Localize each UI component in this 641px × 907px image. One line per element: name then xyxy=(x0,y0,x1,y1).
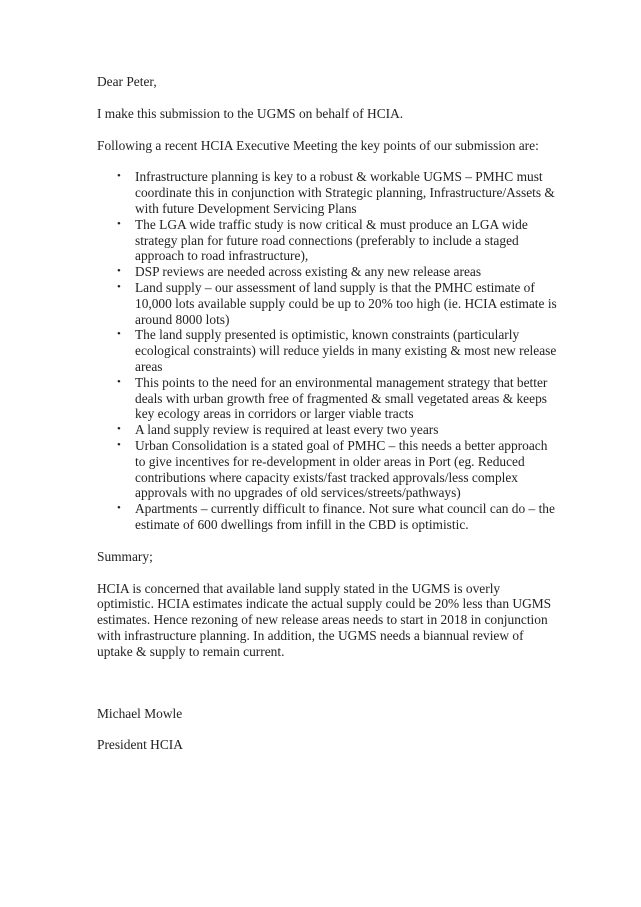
key-point-item xyxy=(97,422,567,438)
key-point-line: approach to road infrastructure), xyxy=(135,248,309,264)
key-point-line: ecological constraints) will reduce yields in many existing & most new release xyxy=(135,343,557,359)
key-point-item xyxy=(97,217,567,264)
key-point-item xyxy=(97,375,567,422)
key-point-line: coordinate this in conjunction with Strategic planning, Infrastructure/Assets & xyxy=(135,185,555,201)
key-point-line: Infrastructure planning is key to a robust & workable UGMS – PMHC must xyxy=(135,169,543,185)
key-point-item xyxy=(97,280,567,327)
key-point-line: deals with urban growth free of fragmented & small vegetated areas & keeps xyxy=(135,390,547,406)
key-point-line: Apartments – currently difficult to finance. Not sure what council can do – the xyxy=(135,501,555,517)
key-point-line: key ecology areas in corridors or larger viable tracts xyxy=(135,406,414,422)
key-points-list xyxy=(97,169,567,532)
lead-paragraph: Following a recent HCIA Executive Meeting the key points of our submission are: xyxy=(97,137,539,153)
key-point-item xyxy=(97,264,567,280)
key-point-line: estimate of 600 dwellings from infill in the CBD is optimistic. xyxy=(135,516,469,532)
bullet-icon: • xyxy=(117,502,121,515)
letter xyxy=(97,74,567,753)
bullet-icon: • xyxy=(117,217,121,230)
key-point-item xyxy=(97,169,567,216)
signature-title: President HCIA xyxy=(97,737,183,753)
key-point-item xyxy=(97,501,567,533)
key-point-item xyxy=(97,438,567,501)
bullet-icon: • xyxy=(117,438,121,451)
key-point-line: areas xyxy=(135,358,163,374)
key-point-line: DSP reviews are needed across existing & any new release areas xyxy=(135,264,482,280)
intro-paragraph: I make this submission to the UGMS on behalf of HCIA. xyxy=(97,105,404,121)
summary-line: HCIA is concerned that available land supply stated in the UGMS is overly xyxy=(97,580,501,596)
key-point-line: 10,000 lots available supply could be up to 20% too high (ie. HCIA estimate is xyxy=(135,295,557,311)
key-point-line: Land supply – our assessment of land supply is that the PMHC estimate of xyxy=(135,279,535,295)
key-point-line: to give incentives for re-development in older areas in Port (eg. Reduced xyxy=(135,453,525,469)
summary-paragraph xyxy=(97,581,567,660)
summary-heading: Summary; xyxy=(97,548,153,564)
bullet-icon: • xyxy=(117,375,121,388)
bullet-icon: • xyxy=(117,170,121,183)
key-point-line: Urban Consolidation is a stated goal of PMHC – this needs a better approach xyxy=(135,437,548,453)
signature-name: Michael Mowle xyxy=(97,705,183,721)
summary-line: uptake & supply to remain current. xyxy=(97,643,285,659)
key-point-line: contributions where capacity exists/fast tracked approvals/less complex xyxy=(135,469,518,485)
key-point-item xyxy=(97,327,567,374)
bullet-icon: • xyxy=(117,423,121,436)
bullet-icon: • xyxy=(117,328,121,341)
summary-line: estimates. Hence rezoning of new release areas needs to start in 2018 in conjunction xyxy=(97,612,548,628)
key-point-line: with future Development Servicing Plans xyxy=(135,200,357,216)
bullet-icon: • xyxy=(117,265,121,278)
summary-line: optimistic. HCIA estimates indicate the actual supply could be 20% less than UGMS xyxy=(97,596,552,612)
bullet-icon: • xyxy=(117,280,121,293)
key-point-line: The LGA wide traffic study is now critical & must produce an LGA wide xyxy=(135,216,528,232)
greeting: Dear Peter, xyxy=(97,74,157,89)
key-point-line: The land supply presented is optimistic, known constraints (particularly xyxy=(135,327,520,343)
key-point-line: around 8000 lots) xyxy=(135,311,230,327)
key-point-line: This points to the need for an environmental management strategy that better xyxy=(135,374,548,390)
key-point-line: approvals with no upgrades of old services/streets/pathways) xyxy=(135,485,461,501)
key-point-line: strategy plan for future road connections (preferably to include a staged xyxy=(135,232,519,248)
summary-line: with infrastructure planning. In addition, the UGMS needs a biannual review of xyxy=(97,627,524,643)
key-point-line: A land supply review is required at least every two years xyxy=(135,422,439,438)
